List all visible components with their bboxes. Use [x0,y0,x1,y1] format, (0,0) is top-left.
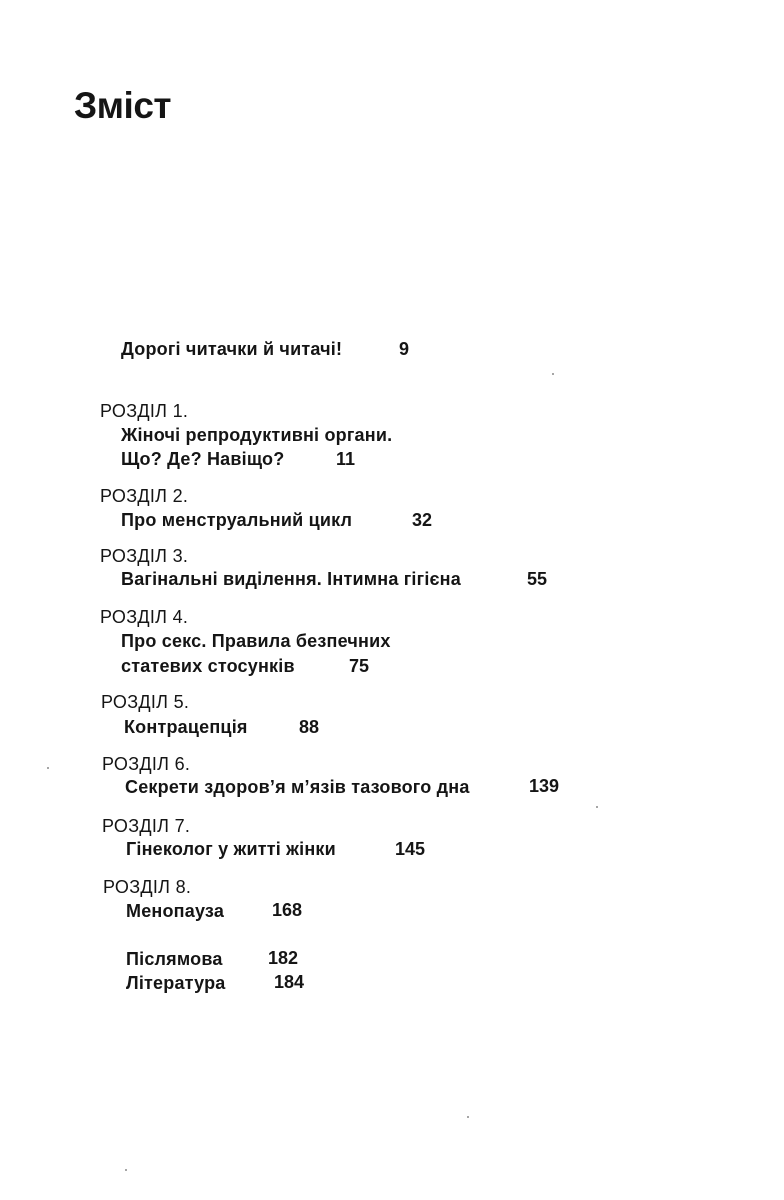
chapter-title-line: Менопауза [126,901,225,921]
chapter-label: РОЗДІЛ 4. [100,607,189,627]
toc-page-number: 139 [529,776,560,796]
toc-page-number: 55 [527,569,548,589]
chapter-title-line: статевих стосунків [121,656,295,676]
scan-speck [552,373,554,375]
toc-page-number: 88 [299,717,320,737]
toc-page-number: 75 [349,656,370,676]
toc-page-number: 9 [399,339,410,359]
chapter-label: РОЗДІЛ 1. [100,401,189,421]
chapter-title-line: Про секс. Правила безпечних [121,631,391,651]
toc-page-number: 11 [336,449,356,469]
toc-page-number: 145 [395,839,426,859]
toc-entry-title: Дорогі читачки й читачі! [121,339,343,359]
toc-entry-title: Література [126,973,226,993]
chapter-title-line: Секрети здоров’я м’язів тазового дна [125,777,470,797]
toc-entry-title: Післямова [126,949,223,969]
toc-page-number: 168 [272,900,303,920]
chapter-label: РОЗДІЛ 5. [101,692,190,712]
scan-speck [467,1116,469,1118]
page-title: Зміст [74,85,172,126]
scan-speck [125,1169,127,1171]
chapter-title-line: Жіночі репродуктивні органи. [121,425,393,445]
scan-speck [596,806,598,808]
chapter-title-line: Про менструальний цикл [121,510,353,530]
chapter-label: РОЗДІЛ 2. [100,486,189,506]
toc-page-number: 184 [274,972,305,992]
chapter-title-line: Гінеколог у житті жінки [126,839,336,859]
chapter-label: РОЗДІЛ 7. [102,816,191,836]
chapter-label: РОЗДІЛ 3. [100,546,189,566]
chapter-label: РОЗДІЛ 8. [103,877,192,897]
scan-speck [47,767,49,769]
toc-page-number: 32 [412,510,433,530]
chapter-title-line: Вагінальні виділення. Інтимна гігієна [121,569,461,589]
chapter-title-line: Контрацепція [124,717,248,737]
chapter-label: РОЗДІЛ 6. [102,754,191,774]
toc-page-number: 182 [268,948,299,968]
chapter-title-line: Що? Де? Навіщо? [121,449,285,469]
